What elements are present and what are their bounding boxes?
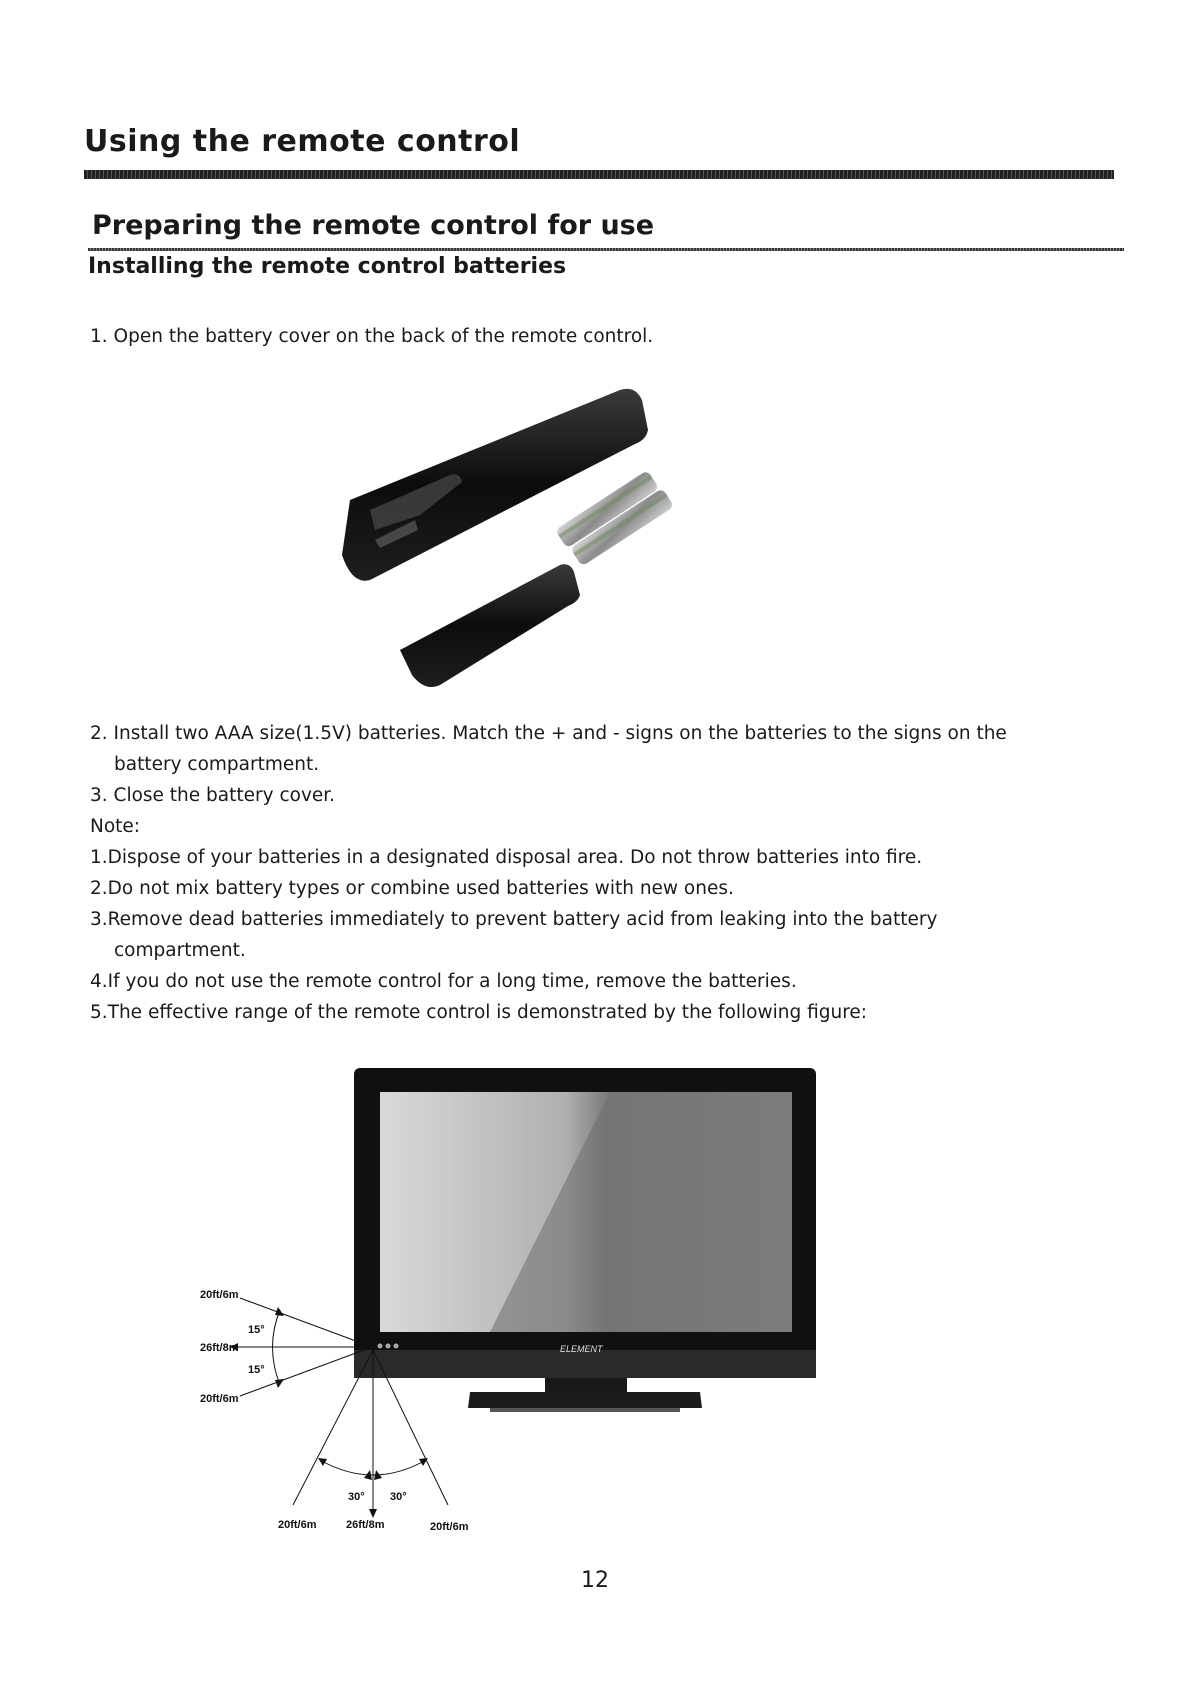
- left-angle-top: 15°: [248, 1324, 265, 1336]
- note-1: 1.Dispose of your batteries in a designated disposal area. Do not throw batteries into fire.: [90, 847, 923, 868]
- batteries: [555, 470, 674, 566]
- remote-batteries-illustration: [330, 380, 730, 700]
- tv-brand-logo: ELEMENT: [560, 1344, 603, 1354]
- bottom-middle-distance: 26ft/8m: [346, 1519, 385, 1531]
- section-heading: Preparing the remote control for use: [92, 210, 655, 241]
- note-3-line-1: 3.Remove dead batteries immediately to prevent battery acid from leaking into the battery: [90, 909, 938, 930]
- left-top-distance: 20ft/6m: [200, 1289, 239, 1301]
- left-middle-distance: 26ft/8m: [200, 1342, 239, 1354]
- title-rule: [84, 170, 1114, 179]
- bottom-left-distance: 20ft/6m: [278, 1519, 317, 1531]
- step-1: 1. Open the battery cover on the back of the remote control.: [90, 326, 654, 347]
- note-5: 5.The effective range of the remote control is demonstrated by the following figure:: [90, 1002, 868, 1023]
- note-2: 2.Do not mix battery types or combine used batteries with new ones.: [90, 878, 734, 899]
- note-3-line-2: compartment.: [114, 940, 246, 961]
- section-rule: [88, 248, 1124, 251]
- battery-cover: [400, 564, 580, 687]
- bottom-right-distance: 20ft/6m: [430, 1521, 469, 1533]
- page-title: Using the remote control: [84, 124, 521, 159]
- tv-illustration: [354, 1068, 816, 1412]
- note-4: 4.If you do not use the remote control for a long time, remove the batteries.: [90, 971, 797, 992]
- note-label: Note:: [90, 816, 141, 837]
- bottom-angle-right: 30°: [390, 1491, 407, 1503]
- subsection-heading: Installing the remote control batteries: [88, 254, 567, 279]
- step-2-line-1: 2. Install two AAA size(1.5V) batteries. Match the + and - signs on the batteries to the signs on the: [90, 723, 1007, 744]
- step-2-line-2: battery compartment.: [114, 754, 320, 775]
- left-angle-bottom: 15°: [248, 1364, 265, 1376]
- horizontal-range-lines: [230, 1298, 372, 1396]
- remote-range-figure: [190, 1060, 840, 1540]
- left-bottom-distance: 20ft/6m: [200, 1393, 239, 1405]
- page-number: 12: [581, 1568, 609, 1593]
- bottom-angle-left: 30°: [348, 1491, 365, 1503]
- step-3: 3. Close the battery cover.: [90, 785, 336, 806]
